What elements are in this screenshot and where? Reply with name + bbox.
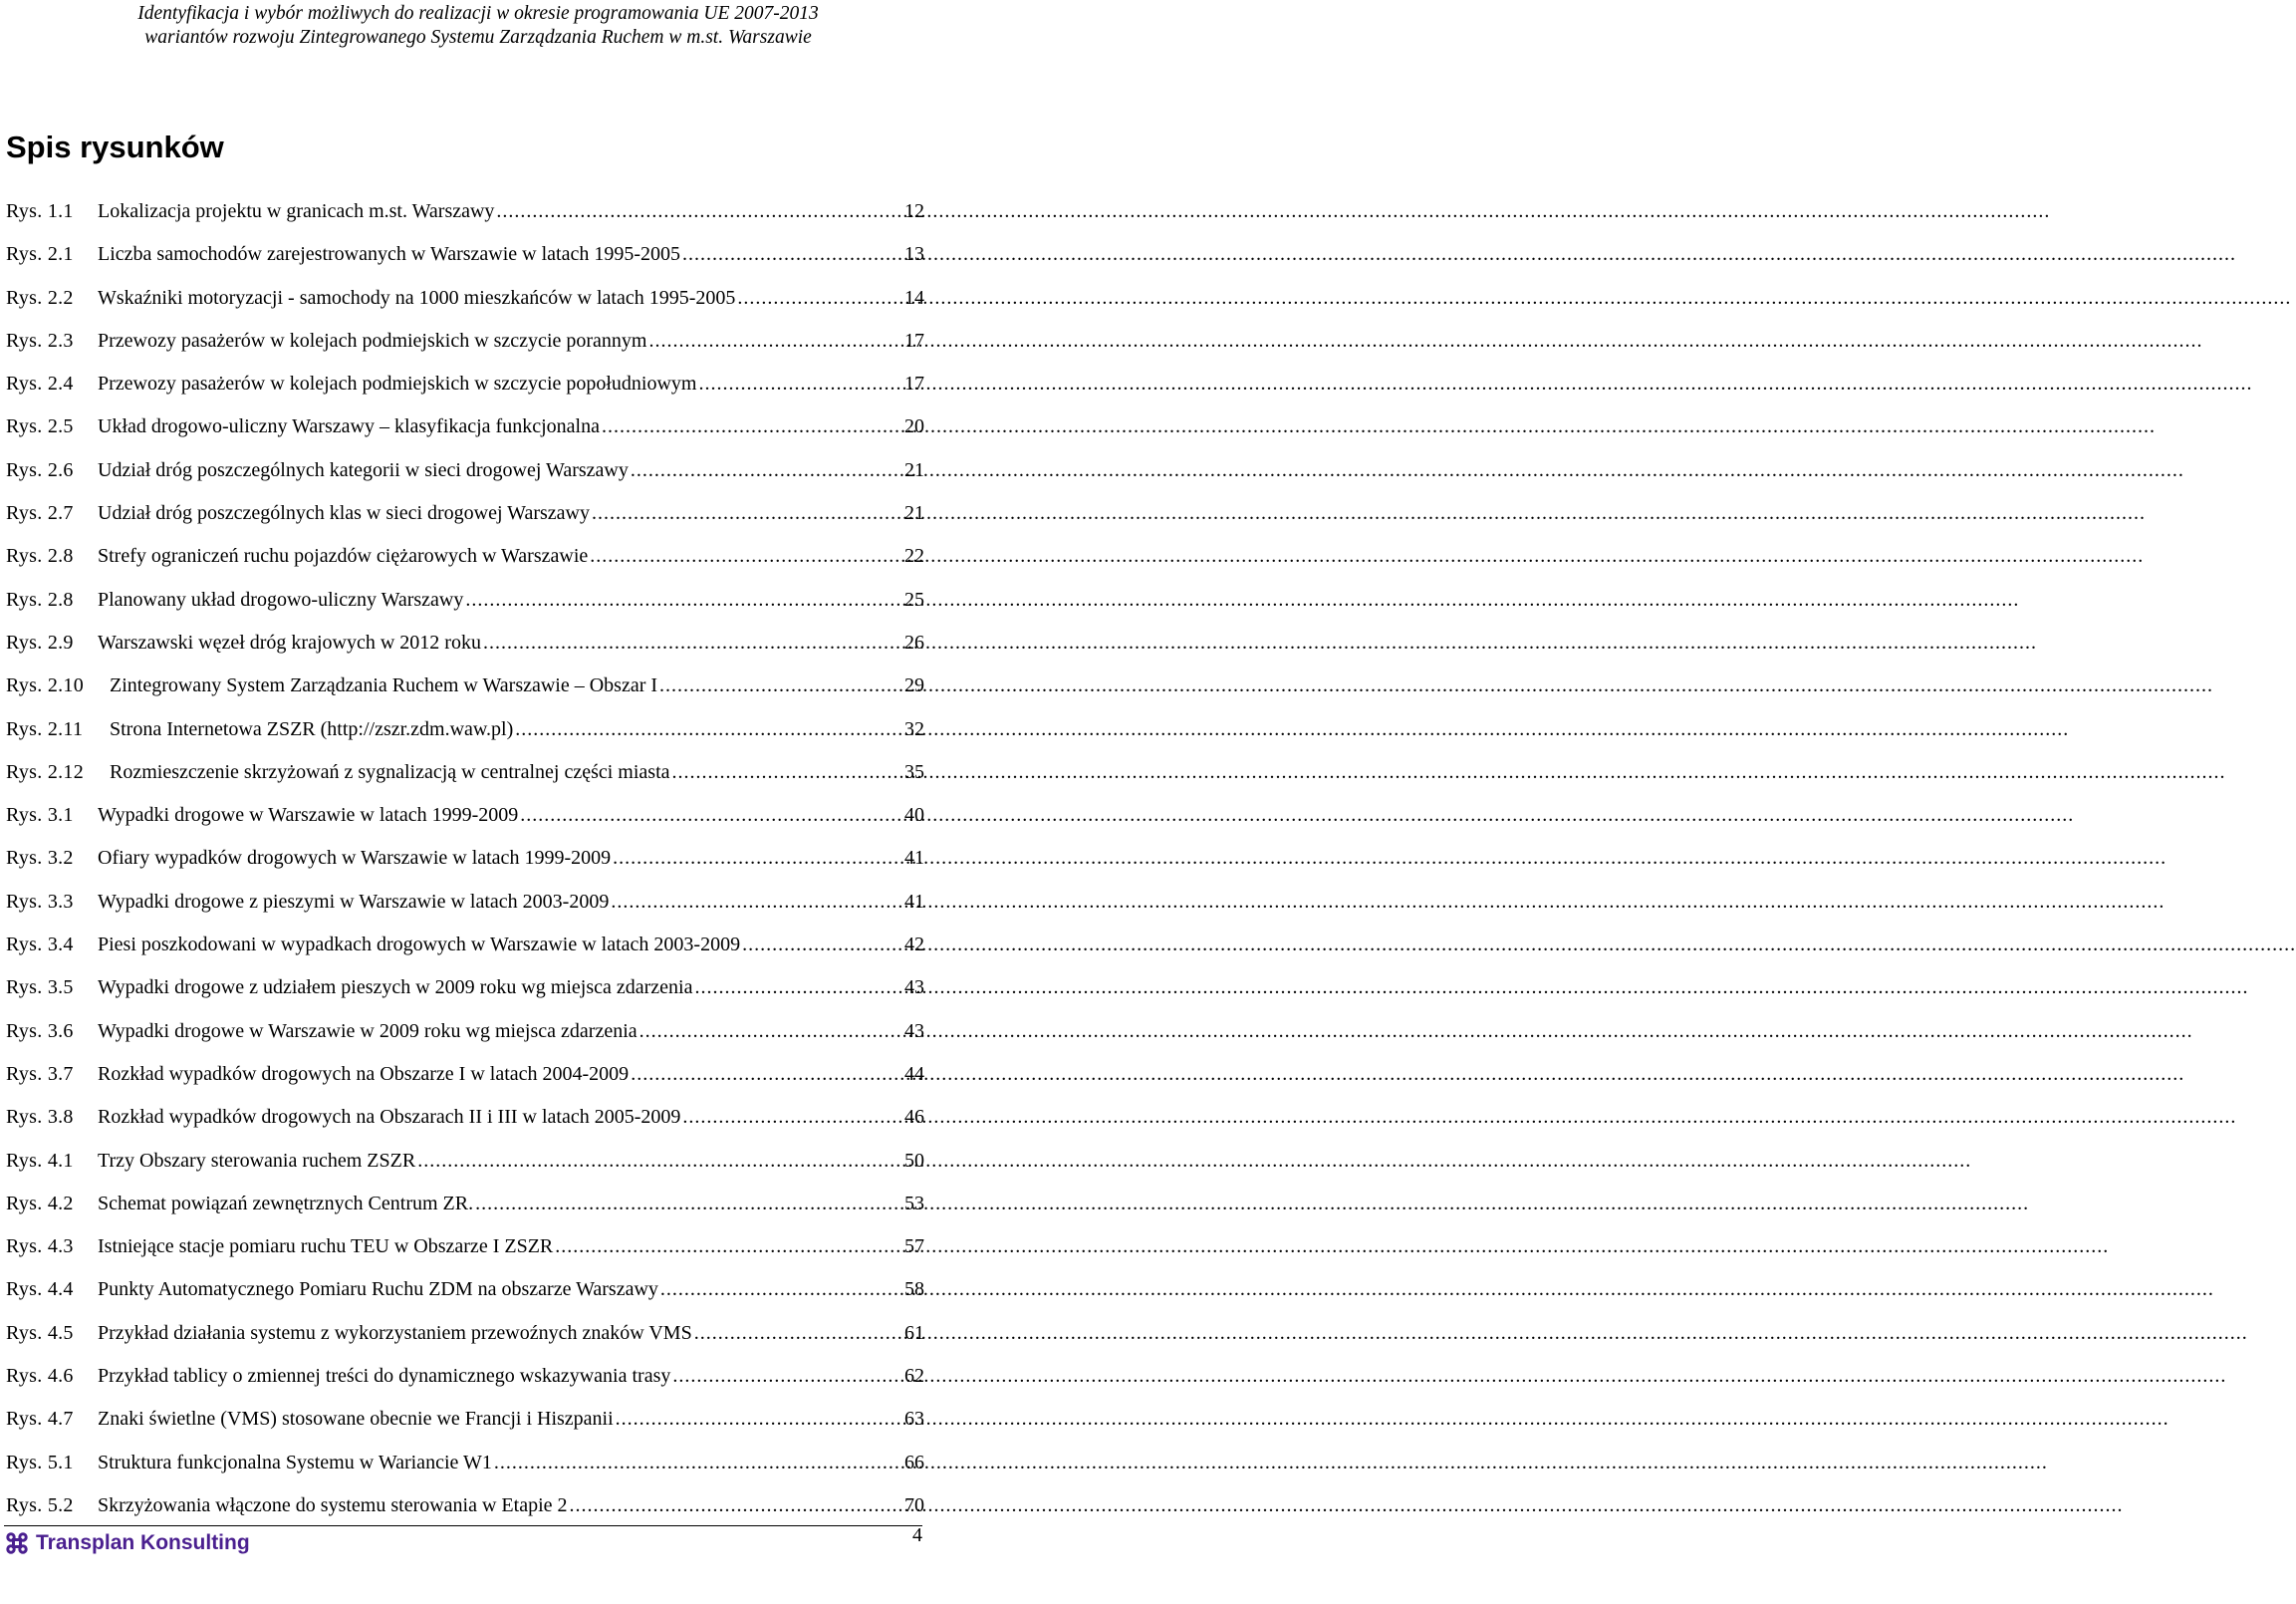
toc-entry[interactable] xyxy=(6,971,924,1014)
figure-caption: Punkty Automatycznego Pomiaru Ruchu ZDM na obszarze Warszawy xyxy=(98,1278,658,1301)
figure-caption: Liczba samochodów zarejestrowanych w Warszawie w latach 1995-2005 xyxy=(98,243,681,266)
toc-entry[interactable] xyxy=(6,886,924,929)
figure-number: Rys. 2.12 xyxy=(6,760,85,783)
figure-page-number: 17 xyxy=(904,373,924,396)
figure-number: Rys. 3.3 xyxy=(6,890,74,913)
dot-leader xyxy=(694,971,900,1003)
figure-number: Rys. 3.1 xyxy=(6,804,74,827)
dot-leader xyxy=(631,454,900,486)
figure-number: Rys. 4.3 xyxy=(6,1235,74,1258)
figure-page-number: 13 xyxy=(904,243,924,266)
figure-page-number: 22 xyxy=(904,545,924,568)
toc-entry[interactable] xyxy=(6,842,924,885)
figure-number: Rys. 1.1 xyxy=(6,200,74,222)
header-line-2: wariantów rozwoju Zintegrowanego Systemu Zarządzania Ruchem w m.st. Warszawie xyxy=(144,27,812,48)
dot-leader xyxy=(742,929,900,960)
figure-number: Rys. 2.7 xyxy=(6,502,74,525)
toc-entry[interactable] xyxy=(6,799,924,842)
figure-page-number: 43 xyxy=(904,1019,924,1042)
footer-divider xyxy=(4,1525,922,1526)
dot-leader xyxy=(613,842,900,874)
figure-caption: Przewozy pasażerów w kolejach podmiejskich w szczycie porannym xyxy=(98,329,647,352)
list-of-figures xyxy=(6,195,924,1532)
figure-page-number: 57 xyxy=(904,1235,924,1258)
dot-leader xyxy=(496,195,900,227)
figure-caption: Wypadki drogowe z udziałem pieszych w 2009 roku wg miejsca zdarzenia xyxy=(98,976,693,999)
figure-number: Rys. 2.11 xyxy=(6,717,84,740)
figure-number: Rys. 2.3 xyxy=(6,329,74,352)
figure-page-number: 41 xyxy=(904,890,924,913)
figure-caption: Piesi poszkodowani w wypadkach drogowych w Warszawie w latach 2003-2009 xyxy=(98,934,741,956)
dot-leader xyxy=(672,756,901,788)
figure-page-number: 21 xyxy=(904,502,924,525)
figure-caption: Przewozy pasażerów w kolejach podmiejskich w szczycie popołudniowym xyxy=(98,373,697,396)
figure-page-number: 21 xyxy=(904,458,924,481)
figure-page-number: 14 xyxy=(904,286,924,309)
figure-number: Rys. 4.1 xyxy=(6,1149,74,1172)
figure-number: Rys. 2.4 xyxy=(6,373,74,396)
toc-entry[interactable] xyxy=(6,756,924,799)
dot-leader xyxy=(694,1317,900,1349)
figure-number: Rys. 3.7 xyxy=(6,1062,74,1085)
toc-entry[interactable] xyxy=(6,1058,924,1101)
figure-page-number: 53 xyxy=(904,1192,924,1214)
toc-entry[interactable] xyxy=(6,1230,924,1273)
figure-caption: Znaki świetlne (VMS) stosowane obecnie we Francji i Hiszpanii xyxy=(98,1408,614,1431)
dot-leader xyxy=(494,1447,900,1478)
figure-caption: Planowany układ drogowo-uliczny Warszawy xyxy=(98,588,464,611)
figure-caption: Wskaźniki motoryzacji - samochody na 1000 mieszkańców w latach 1995-2005 xyxy=(98,286,736,309)
figure-caption: Układ drogowo-uliczny Warszawy – klasyfikacja funkcjonalna xyxy=(98,415,600,438)
toc-entry[interactable] xyxy=(6,454,924,497)
dot-leader xyxy=(737,282,900,314)
figure-page-number: 40 xyxy=(904,804,924,827)
figure-caption: Skrzyżowania włączone do systemu sterowania w Etapie 2 xyxy=(98,1493,568,1516)
figure-number: Rys. 4.5 xyxy=(6,1321,74,1344)
figure-page-number: 42 xyxy=(904,934,924,956)
dot-leader xyxy=(475,1188,900,1219)
dot-leader xyxy=(417,1145,900,1177)
toc-entry[interactable] xyxy=(6,282,924,325)
toc-entry[interactable] xyxy=(6,1317,924,1360)
figure-page-number: 44 xyxy=(904,1062,924,1085)
dot-leader xyxy=(672,1360,900,1392)
figure-number: Rys. 5.1 xyxy=(6,1451,74,1473)
figure-number: Rys. 5.2 xyxy=(6,1493,74,1516)
figure-number: Rys. 2.1 xyxy=(6,243,74,266)
figure-page-number: 20 xyxy=(904,415,924,438)
toc-entry[interactable] xyxy=(6,627,924,669)
figure-caption: Strona Internetowa ZSZR (http://zszr.zdm.waw.pl) xyxy=(110,717,514,740)
figure-number: Rys. 2.6 xyxy=(6,458,74,481)
figure-caption: Ofiary wypadków drogowych w Warszawie w latach 1999-2009 xyxy=(98,847,612,870)
toc-entry[interactable] xyxy=(6,1101,924,1144)
dot-leader xyxy=(616,1403,900,1435)
page-number: 4 xyxy=(912,1524,922,1546)
figure-page-number: 66 xyxy=(904,1451,924,1473)
figure-page-number: 62 xyxy=(904,1365,924,1388)
figure-page-number: 43 xyxy=(904,976,924,999)
header-line-1: Identyfikacja i wybór możliwych do realizacji w okresie programowania UE 2007-2013 xyxy=(137,3,819,24)
figure-page-number: 35 xyxy=(904,760,924,783)
figure-number: Rys. 3.6 xyxy=(6,1019,74,1042)
figure-caption: Trzy Obszary sterowania ruchem ZSZR xyxy=(98,1149,416,1172)
toc-entry[interactable] xyxy=(6,1145,924,1188)
command-knot-icon xyxy=(6,1532,28,1554)
company-name: Transplan Konsulting xyxy=(36,1531,250,1554)
toc-entry[interactable] xyxy=(6,325,924,368)
figure-caption: Wypadki drogowe w Warszawie w 2009 roku wg miejsca zdarzenia xyxy=(98,1019,638,1042)
figure-number: Rys. 3.5 xyxy=(6,976,74,999)
figure-number: Rys. 3.4 xyxy=(6,934,74,956)
figure-number: Rys. 3.8 xyxy=(6,1106,74,1129)
toc-entry[interactable] xyxy=(6,929,924,971)
toc-entry[interactable] xyxy=(6,584,924,627)
dot-leader xyxy=(483,627,900,659)
dot-leader xyxy=(631,1058,900,1090)
figure-page-number: 32 xyxy=(904,717,924,740)
figure-number: Rys. 2.9 xyxy=(6,631,74,654)
figure-caption: Rozkład wypadków drogowych na Obszarze I w latach 2004-2009 xyxy=(98,1062,630,1085)
dot-leader xyxy=(602,410,900,442)
dot-leader xyxy=(698,368,900,400)
dot-leader xyxy=(682,238,900,270)
figure-page-number: 50 xyxy=(904,1149,924,1172)
figure-number: Rys. 4.6 xyxy=(6,1365,74,1388)
figure-caption: Rozkład wypadków drogowych na Obszarach II i III w latach 2005-2009 xyxy=(98,1106,681,1129)
figure-caption: Strefy ograniczeń ruchu pojazdów ciężarowych w Warszawie xyxy=(98,545,589,568)
figure-number: Rys. 2.5 xyxy=(6,415,74,438)
figure-caption: Przykład tablicy o zmiennej treści do dynamicznego wskazywania trasy xyxy=(98,1365,671,1388)
toc-entry[interactable] xyxy=(6,1273,924,1316)
figure-number: Rys. 4.2 xyxy=(6,1192,74,1214)
figure-page-number: 61 xyxy=(904,1321,924,1344)
figure-page-number: 41 xyxy=(904,847,924,870)
figure-page-number: 63 xyxy=(904,1408,924,1431)
figure-caption: Lokalizacja projektu w granicach m.st. Warszawy xyxy=(98,200,495,222)
figure-caption: Istniejące stacje pomiaru ruchu TEU w Obszarze I ZSZR xyxy=(98,1235,554,1258)
dot-leader xyxy=(611,886,900,918)
dot-leader xyxy=(639,1015,900,1047)
figure-number: Rys. 4.7 xyxy=(6,1408,74,1431)
dot-leader xyxy=(520,799,900,831)
page-title: Spis rysunków xyxy=(6,130,224,164)
figure-caption: Schemat powiązań zewnętrznych Centrum ZR. xyxy=(98,1192,474,1214)
toc-entry[interactable] xyxy=(6,1447,924,1489)
toc-entry[interactable] xyxy=(6,1015,924,1058)
figure-number: Rys. 2.8 xyxy=(6,588,74,611)
toc-entry[interactable] xyxy=(6,540,924,583)
dot-leader xyxy=(660,1273,900,1305)
dot-leader xyxy=(570,1489,900,1521)
figure-page-number: 26 xyxy=(904,631,924,654)
figure-caption: Udział dróg poszczególnych kategorii w sieci drogowej Warszawy xyxy=(98,458,629,481)
figure-page-number: 25 xyxy=(904,588,924,611)
dot-leader xyxy=(648,325,900,357)
dot-leader xyxy=(515,713,900,745)
toc-entry[interactable] xyxy=(6,497,924,540)
figure-caption: Udział dróg poszczególnych klas w sieci drogowej Warszawy xyxy=(98,502,590,525)
figure-caption: Zintegrowany System Zarządzania Ruchem w Warszawie – Obszar I xyxy=(110,674,658,697)
figure-page-number: 70 xyxy=(904,1493,924,1516)
toc-entry[interactable] xyxy=(6,669,924,712)
toc-entry[interactable] xyxy=(6,410,924,453)
dot-leader xyxy=(659,669,900,701)
figure-number: Rys. 2.2 xyxy=(6,286,74,309)
figure-caption: Wypadki drogowe z pieszymi w Warszawie w latach 2003-2009 xyxy=(98,890,610,913)
toc-entry[interactable] xyxy=(6,713,924,756)
figure-number: Rys. 3.2 xyxy=(6,847,74,870)
dot-leader xyxy=(682,1101,900,1133)
figure-caption: Struktura funkcjonalna Systemu w Wariancie W1 xyxy=(98,1451,492,1473)
toc-entry[interactable] xyxy=(6,195,924,238)
figure-page-number: 17 xyxy=(904,329,924,352)
figure-number: Rys. 4.4 xyxy=(6,1278,74,1301)
toc-entry[interactable] xyxy=(6,1403,924,1446)
figure-caption: Warszawski węzeł dróg krajowych w 2012 roku xyxy=(98,631,481,654)
figure-number: Rys. 2.10 xyxy=(6,674,85,697)
toc-entry[interactable] xyxy=(6,368,924,410)
toc-entry[interactable] xyxy=(6,1188,924,1230)
figure-page-number: 29 xyxy=(904,674,924,697)
dot-leader xyxy=(555,1230,900,1262)
footer-logo xyxy=(6,1529,250,1557)
toc-entry[interactable] xyxy=(6,238,924,281)
figure-caption: Rozmieszczenie skrzyżowań z sygnalizacją w centralnej części miasta xyxy=(110,760,670,783)
dot-leader xyxy=(590,540,900,572)
dot-leader xyxy=(592,497,900,529)
toc-entry[interactable] xyxy=(6,1360,924,1403)
figure-page-number: 46 xyxy=(904,1106,924,1129)
figure-caption: Przykład działania systemu z wykorzystaniem przewoźnych znaków VMS xyxy=(98,1321,692,1344)
figure-caption: Wypadki drogowe w Warszawie w latach 1999-2009 xyxy=(98,804,519,827)
figure-number: Rys. 2.8 xyxy=(6,545,74,568)
running-header xyxy=(0,0,956,50)
dot-leader xyxy=(465,584,900,616)
figure-page-number: 12 xyxy=(904,200,924,222)
figure-page-number: 58 xyxy=(904,1278,924,1301)
